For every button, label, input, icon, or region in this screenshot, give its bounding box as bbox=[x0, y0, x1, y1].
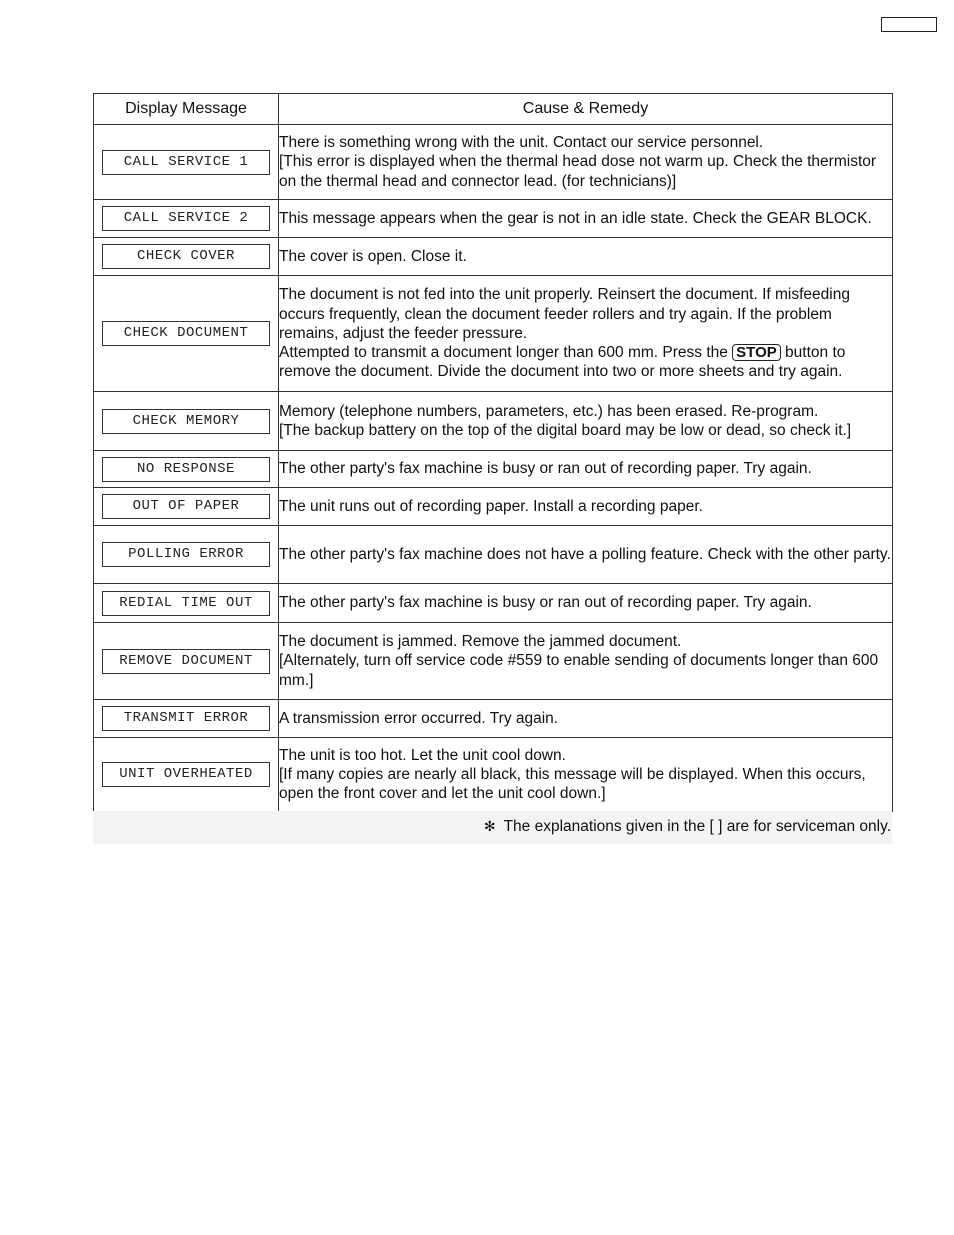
table-row bbox=[94, 200, 893, 238]
page-id-box bbox=[881, 17, 937, 32]
table-row bbox=[94, 738, 893, 812]
remedy-cell bbox=[279, 276, 893, 392]
remedy-cell bbox=[279, 584, 893, 623]
table-row bbox=[94, 125, 893, 200]
display-message-label: OUT OF PAPER bbox=[102, 494, 270, 519]
display-message-cell bbox=[94, 276, 279, 392]
display-message-cell bbox=[94, 623, 279, 700]
display-message-cell bbox=[94, 738, 279, 812]
display-message-label: CHECK MEMORY bbox=[102, 409, 270, 434]
display-message-cell bbox=[94, 451, 279, 488]
table-row bbox=[94, 488, 893, 526]
display-message-label: CALL SERVICE 2 bbox=[102, 206, 270, 231]
display-message-label: UNIT OVERHEATED bbox=[102, 762, 270, 787]
table-body bbox=[94, 125, 893, 812]
table-row bbox=[94, 392, 893, 451]
table-row bbox=[94, 700, 893, 738]
remedy-cell bbox=[279, 392, 893, 451]
display-message-cell bbox=[94, 488, 279, 526]
remedy-text: The document is jammed. Remove the jammed document. bbox=[279, 633, 682, 651]
remedy-text: The cover is open. Close it. bbox=[279, 247, 467, 265]
remedy-text: A transmission error occurred. Try again. bbox=[279, 709, 559, 727]
display-message-cell bbox=[94, 584, 279, 623]
remedy-note: [The backup battery on the top of the digital board may be low or dead, so check it.] bbox=[279, 422, 852, 439]
remedy-stop-before: Attempted to transmit a document longer than 600 mm. Press the bbox=[279, 344, 733, 362]
display-message-label: TRANSMIT ERROR bbox=[102, 706, 270, 731]
remedy-note: [If many copies are nearly all black, this message will be displayed. When this occurs, open the front cover and let the unit cool down.] bbox=[279, 765, 866, 803]
table-row bbox=[94, 584, 893, 623]
asterisk-icon: ✻ bbox=[483, 818, 496, 834]
remedy-cell bbox=[279, 238, 893, 276]
display-message-cell bbox=[94, 125, 279, 200]
display-message-cell bbox=[94, 526, 279, 584]
remedy-cell bbox=[279, 526, 893, 584]
remedy-text: There is something wrong with the unit. Contact our service personnel. bbox=[279, 134, 764, 152]
remedy-stop-instruction bbox=[279, 343, 892, 381]
remedy-cell bbox=[279, 451, 893, 488]
column-header-cause-remedy: Cause & Remedy bbox=[279, 94, 893, 125]
display-message-cell bbox=[94, 200, 279, 238]
remedy-cell bbox=[279, 738, 893, 812]
column-header-display-message: Display Message bbox=[94, 94, 279, 125]
display-message-cell bbox=[94, 700, 279, 738]
remedy-text: The unit runs out of recording paper. Install a recording paper. bbox=[279, 497, 703, 515]
remedy-text: The other party's fax machine is busy or ran out of recording paper. Try again. bbox=[279, 460, 812, 478]
remedy-note: [Alternately, turn off service code #559 to enable sending of documents longer than 600 mm.] bbox=[279, 652, 879, 689]
remedy-text: This message appears when the gear is not in an idle state. Check the GEAR BLOCK. bbox=[279, 209, 872, 227]
display-message-label: CALL SERVICE 1 bbox=[102, 150, 270, 175]
table-header-row bbox=[94, 94, 893, 125]
remedy-stop-after: button to remove the document. Divide the document into two or more sheets and try again. bbox=[279, 344, 846, 381]
display-message-label: POLLING ERROR bbox=[102, 542, 270, 567]
display-message-label: REMOVE DOCUMENT bbox=[102, 649, 270, 674]
remedy-cell bbox=[279, 200, 893, 238]
table-row bbox=[94, 623, 893, 700]
remedy-text: The unit is too hot. Let the unit cool down. bbox=[279, 746, 566, 764]
display-message-label: NO RESPONSE bbox=[102, 457, 270, 482]
footnote-text: The explanations given in the [ ] are for serviceman only. bbox=[503, 818, 891, 835]
remedy-text: The document is not fed into the unit properly. Reinsert the document. If misfeeding occurs frequently, clean the document feeder rollers and try again. If the problem remains, adjust the feeder pressure. bbox=[279, 286, 850, 342]
remedy-text: Memory (telephone numbers, parameters, etc.) has been erased. Re-program. bbox=[279, 402, 819, 420]
display-message-cell bbox=[94, 238, 279, 276]
table-row bbox=[94, 276, 893, 392]
remedy-cell bbox=[279, 488, 893, 526]
table-row bbox=[94, 238, 893, 276]
display-message-label: CHECK DOCUMENT bbox=[102, 321, 270, 346]
table-row bbox=[94, 451, 893, 488]
table-row bbox=[94, 526, 893, 584]
remedy-cell bbox=[279, 125, 893, 200]
remedy-cell bbox=[279, 623, 893, 700]
display-message-table bbox=[93, 93, 893, 812]
stop-key-icon: STOP bbox=[732, 344, 781, 361]
remedy-note: [This error is displayed when the thermal head dose not warm up. Check the thermistor on the thermal head and connector lead. (for technicians)] bbox=[279, 153, 877, 190]
display-message-cell bbox=[94, 392, 279, 451]
remedy-cell bbox=[279, 700, 893, 738]
display-message-label: REDIAL TIME OUT bbox=[102, 591, 270, 616]
footnote bbox=[93, 811, 892, 844]
display-message-label: CHECK COVER bbox=[102, 244, 270, 269]
remedy-text: The other party's fax machine does not have a polling feature. Check with the other party. bbox=[279, 545, 891, 563]
remedy-text: The other party's fax machine is busy or ran out of recording paper. Try again. bbox=[279, 594, 812, 612]
